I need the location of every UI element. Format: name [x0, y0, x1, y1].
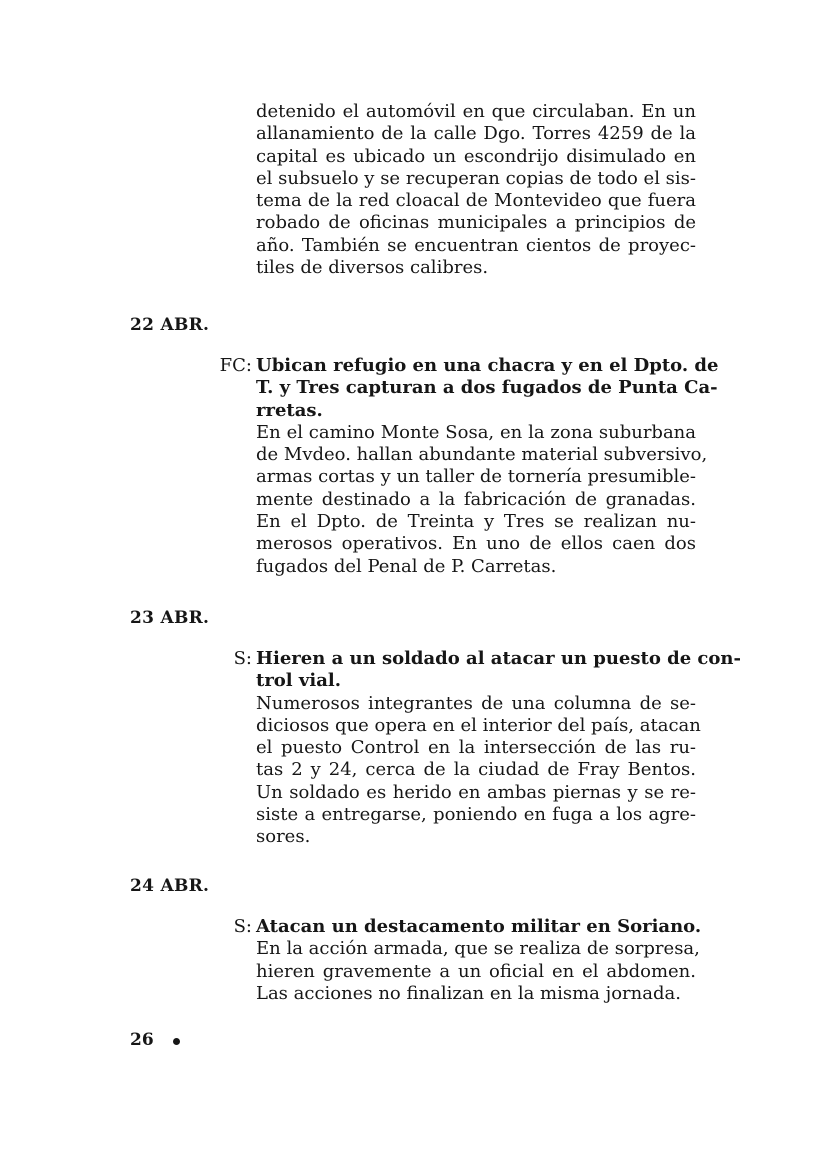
text-line: año. También se encuentran cientos de proyec- — [256, 234, 696, 256]
text-line: capital es ubicado un escondrijo disimulado en — [256, 145, 696, 167]
entry-headline — [256, 916, 702, 938]
text-line: tema de la red cloacal de Montevideo que fuera — [256, 190, 696, 212]
headline-line: Hieren a un soldado al atacar un puesto de con- — [256, 648, 741, 669]
text-line: mente destinado a la fabricación de granadas. — [256, 488, 696, 510]
text-line: Las acciones no finalizan en la misma jornada. — [256, 982, 681, 1004]
entry-tag: FC: — [219, 355, 252, 376]
text-line: tiles de diversos calibres. — [256, 257, 489, 279]
intro-paragraph — [256, 101, 696, 279]
entry-date: 24 ABR. — [130, 876, 210, 896]
headline-line: T. y Tres capturan a dos fugados de Punta Ca- — [256, 377, 718, 399]
headline-line: rretas. — [256, 399, 323, 421]
entry-headline — [256, 355, 719, 422]
text-line: En el Dpto. de Treinta y Tres se realizan nu- — [256, 511, 696, 533]
text-line: el puesto Control en la intersección de las ru- — [256, 737, 696, 759]
text-line: armas cortas y un taller de tornería presumible- — [256, 466, 696, 488]
text-line: allanamiento de la calle Dgo. Torres 4259 de la — [256, 123, 696, 145]
entry-body — [256, 938, 700, 1005]
text-line: merosos operativos. En uno de ellos caen dos — [256, 533, 696, 555]
entry-date: 23 ABR. — [130, 608, 210, 628]
text-line: En el camino Monte Sosa, en la zona suburbana — [256, 421, 696, 443]
entry-tag: S: — [233, 648, 252, 669]
text-line: tas 2 y 24, cerca de la ciudad de Fray Bentos. — [256, 759, 696, 781]
text-line: el subsuelo y se recuperan copias de todo el sis- — [256, 167, 696, 189]
text-line: fugados del Penal de P. Carretas. — [256, 555, 557, 577]
entry-date: 22 ABR. — [130, 315, 210, 335]
text-line: hieren gravemente a un oficial en el abdomen. — [256, 960, 696, 982]
text-line: Un soldado es herido en ambas piernas y se re- — [256, 781, 696, 803]
entry-24-abr — [256, 916, 702, 1005]
bullet-icon — [173, 1038, 180, 1045]
text-line: robado de oficinas municipales a principios de — [256, 212, 696, 234]
page-number: 26 — [130, 1030, 154, 1050]
entry-headline — [256, 648, 741, 693]
headline-line: Atacan un destacamento militar en Soriano. — [256, 916, 702, 937]
entry-23-abr — [256, 648, 741, 849]
text-line: detenido el automóvil en que circulaban. En un — [256, 101, 696, 122]
entry-body — [256, 692, 701, 849]
text-line: Numerosos integrantes de una columna de se- — [256, 692, 696, 714]
text-line: de Mvdeo. hallan abundante material subversivo, — [256, 444, 708, 466]
entry-body — [256, 421, 708, 578]
entry-22-abr — [256, 355, 719, 578]
text-line: En la acción armada, que se realiza de sorpresa, — [256, 938, 700, 960]
text-line: diciosos que opera en el interior del país, atacan — [256, 714, 701, 736]
text-line: siste a entregarse, poniendo en fuga a los agre- — [256, 804, 696, 826]
headline-line: Ubican refugio en una chacra y en el Dpto. de — [256, 355, 719, 376]
text-line: sores. — [256, 826, 311, 848]
headline-line: trol vial. — [256, 670, 341, 692]
entry-tag: S: — [233, 916, 252, 937]
